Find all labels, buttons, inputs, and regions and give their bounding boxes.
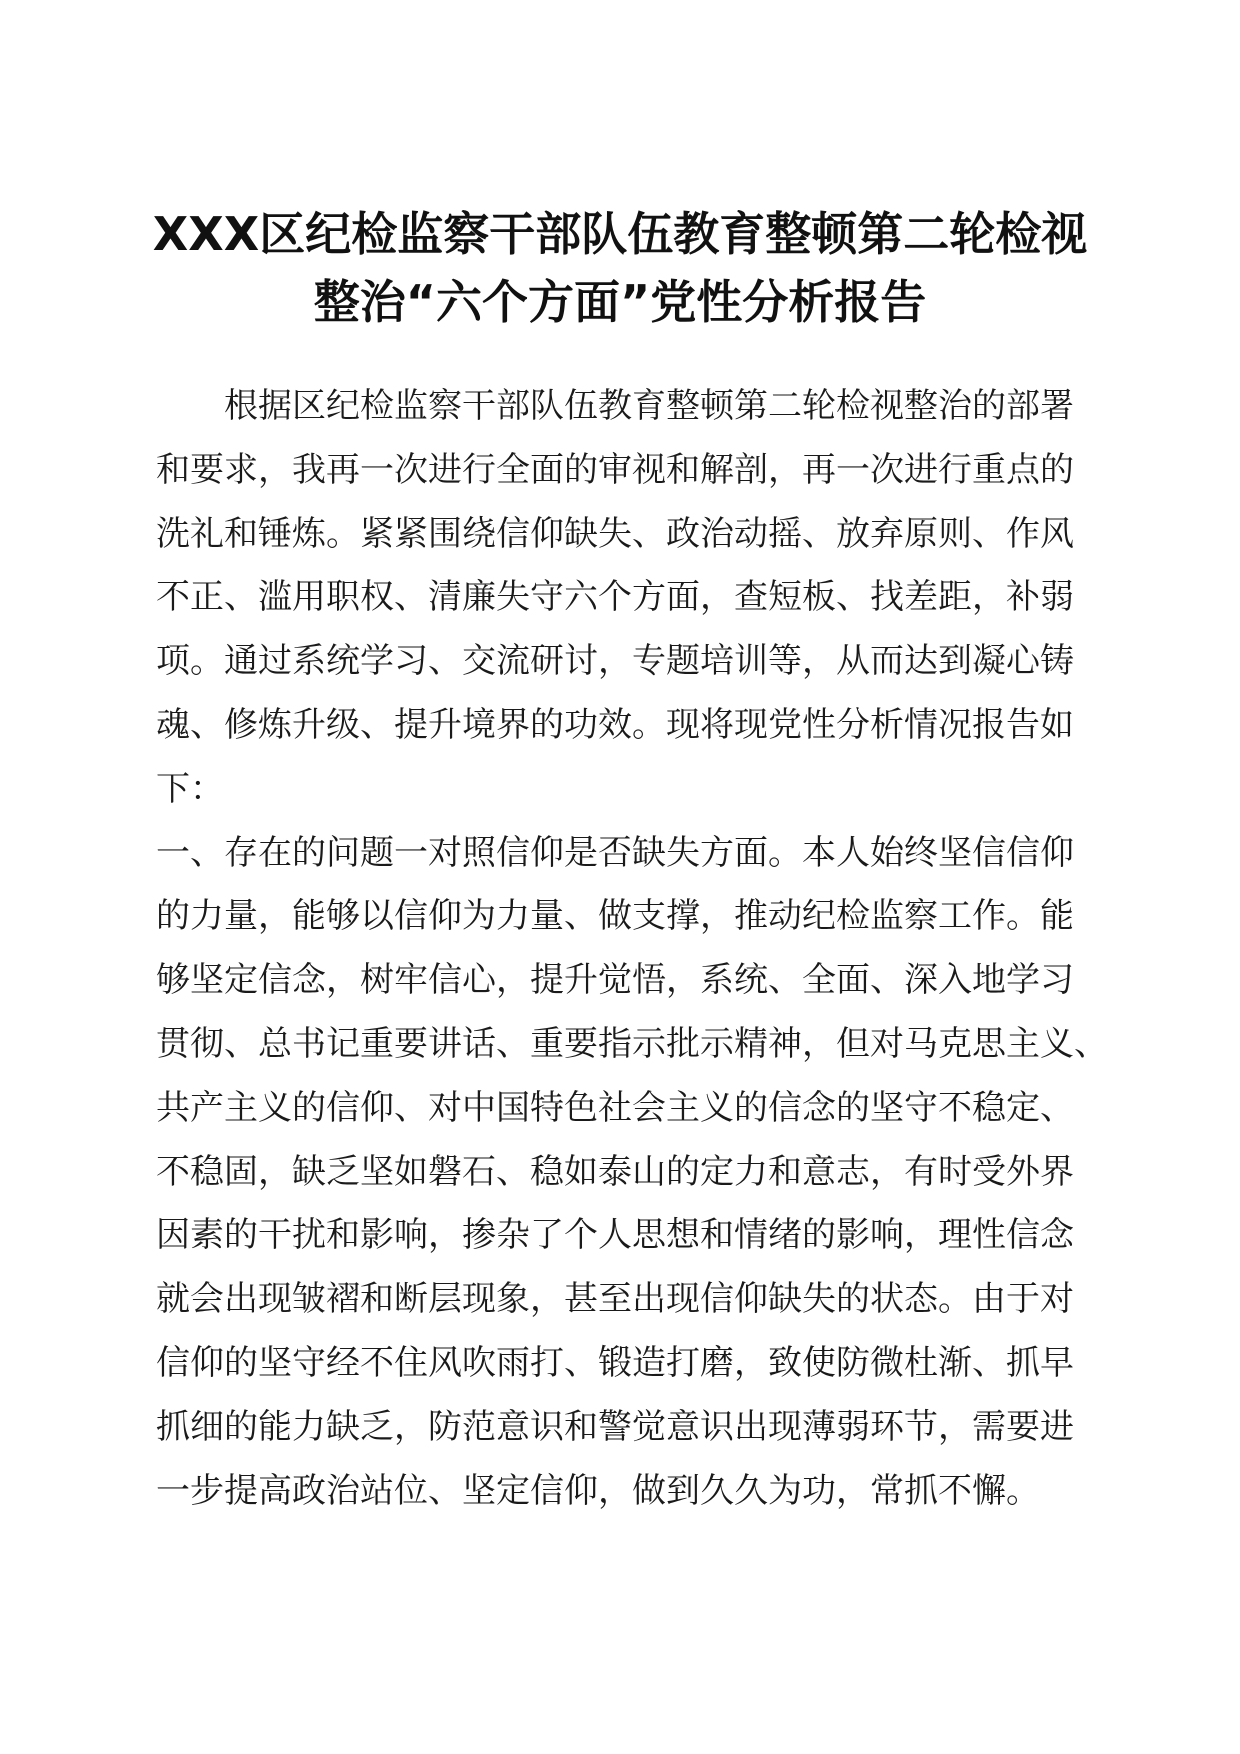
intro-paragraph <box>156 375 1086 822</box>
intro-line: 魂、修炼升级、提升境界的功效。现将现党性分析情况报告如 <box>156 704 1074 745</box>
section-one-line: 的力量，能够以信仰为力量、做支撑，推动纪检监察工作。能 <box>156 896 1074 937</box>
section-one-line: 一、存在的问题一对照信仰是否缺失方面。本人始终坚信信仰 <box>156 832 1074 873</box>
intro-line: 不正、滥用职权、清廉失守六个方面，查短板、找差距，补弱 <box>156 577 1074 618</box>
intro-line: 和要求，我再一次进行全面的审视和解剖，再一次进行重点的 <box>156 449 1074 490</box>
section-one-line: 信仰的坚守经不住风吹雨打、锻造打磨，致使防微杜渐、抓早 <box>156 1342 1074 1383</box>
section-one-line: 不稳固，缺乏坚如磐石、稳如泰山的定力和意志，有时受外界 <box>156 1151 1074 1192</box>
intro-line: 洗礼和锤炼。紧紧围绕信仰缺失、政治动摇、放弃原则、作风 <box>156 513 1074 554</box>
section-one-line: 因素的干扰和影响，掺杂了个人思想和情绪的影响，理性信念 <box>156 1215 1074 1256</box>
document-body <box>156 375 1108 1523</box>
intro-line: 项。通过系统学习、交流研讨，专题培训等，从而达到凝心铸 <box>156 641 1074 682</box>
section-one-line: 抓细的能力缺乏，防范意识和警觉意识出现薄弱环节，需要进 <box>156 1406 1074 1447</box>
section-one-paragraph <box>156 822 1108 1524</box>
section-one-line: 够坚定信念，树牢信心，提升觉悟，系统、全面、深入地学习 <box>156 960 1074 1001</box>
title-line-1: XXX区纪检监察干部队伍教育整顿第二轮检视 <box>152 207 1088 261</box>
section-one-line: 贯彻、总书记重要讲话、重要指示批示精神，但对马克思主义、 <box>156 1023 1108 1064</box>
section-one-line: 一步提高政治站位、坚定信仰，做到久久为功，常抓不懈。 <box>156 1470 1040 1511</box>
document-title <box>140 200 1100 336</box>
intro-line: 根据区纪检监察干部队伍教育整顿第二轮检视整治的部署 <box>224 386 1074 426</box>
section-one-line: 就会出现皱褶和断层现象，甚至出现信仰缺失的状态。由于对 <box>156 1279 1074 1320</box>
title-line-2: 整治“六个方面”党性分析报告 <box>313 275 927 329</box>
intro-line: 下： <box>156 768 224 809</box>
section-one-line: 共产主义的信仰、对中国特色社会主义的信念的坚守不稳定、 <box>156 1087 1074 1128</box>
